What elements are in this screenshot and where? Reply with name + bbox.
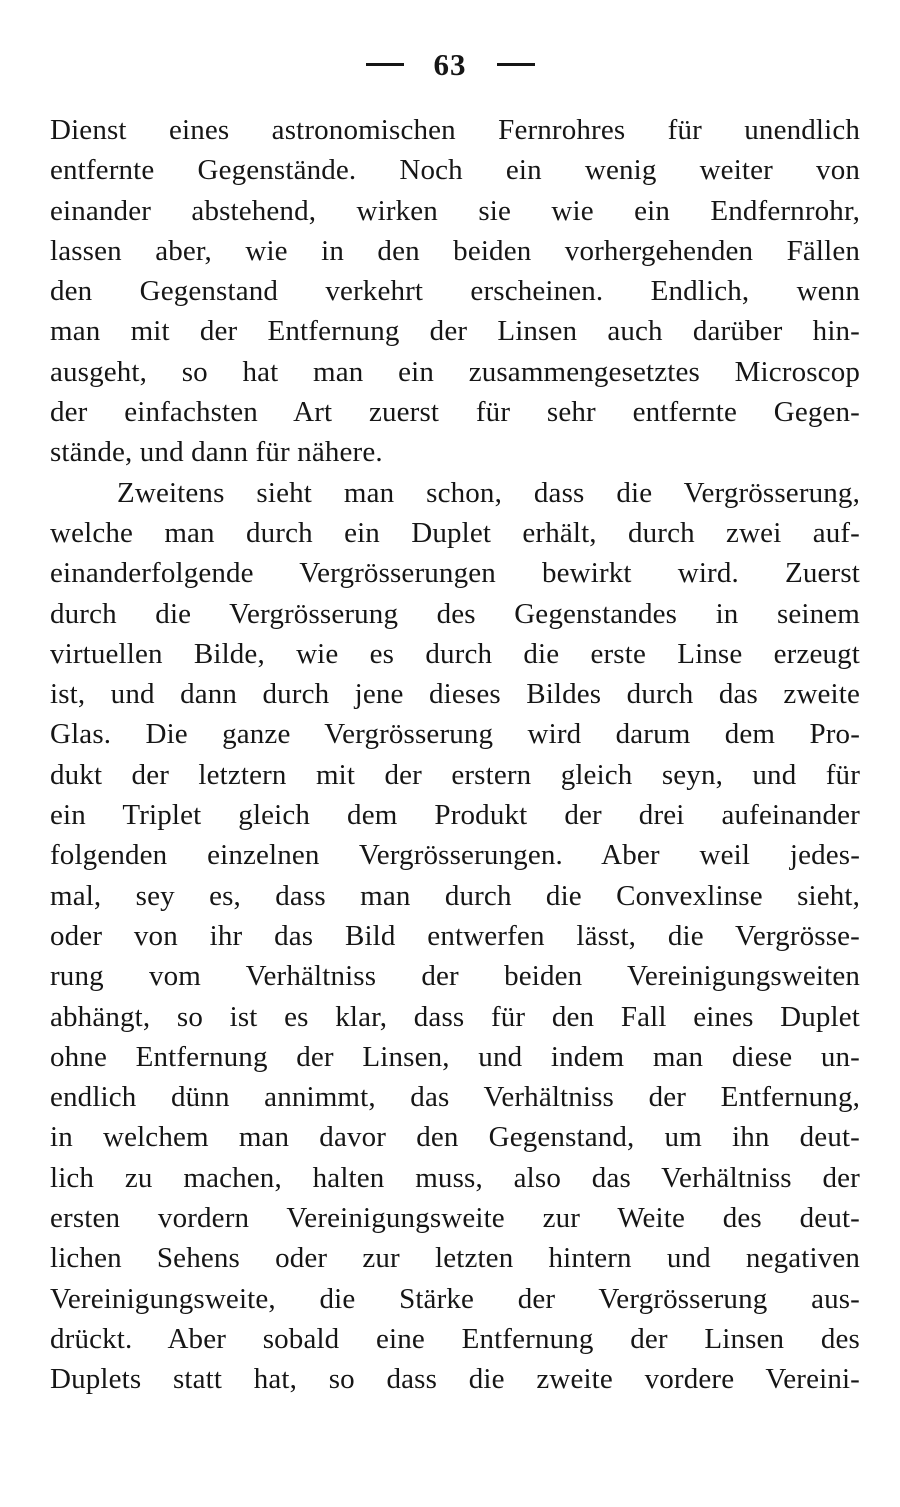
text-line: lichen Sehens oder zur letzten hintern und negativen (50, 1242, 860, 1275)
text-line: ohne Entfernung der Linsen, und indem man diese un- (50, 1040, 860, 1073)
text-line: ersten vordern Vereinigungsweite zur Weite des deut- (50, 1202, 860, 1235)
text-line: einander abstehend, wirken sie wie ein Endfernrohr, (50, 194, 860, 227)
text-line: mal, sey es, dass man durch die Convexlinse sieht, (50, 879, 860, 912)
text-line: lassen aber, wie in den beiden vorhergehenden Fällen (50, 234, 860, 267)
header-dash-right (497, 63, 535, 66)
text-line: virtuellen Bilde, wie es durch die erste Linse erzeugt (50, 637, 860, 670)
text-line: entfernte Gegenstände. Noch ein wenig weiter von (50, 154, 860, 187)
text-body (50, 110, 860, 1400)
text-line: den Gegenstand verkehrt erscheinen. Endlich, wenn (50, 275, 860, 308)
page-header (0, 42, 900, 85)
text-line: rung vom Verhältniss der beiden Vereinigungsweiten (50, 960, 860, 993)
text-line: ausgeht, so hat man ein zusammengesetztes Microscop (50, 355, 860, 388)
page-number: 63 (433, 46, 467, 82)
text-line: einanderfolgende Vergrösserungen bewirkt wird. Zuerst (50, 557, 860, 590)
text-line: Dienst eines astronomischen Fernrohres für unendlich (50, 114, 860, 146)
text-line: Vereinigungsweite, die Stärke der Vergrösserung aus- (50, 1282, 860, 1315)
text-line: ist, und dann durch jene dieses Bildes durch das zweite (50, 678, 860, 711)
text-line: endlich dünn annimmt, das Verhältniss der Entfernung, (50, 1081, 860, 1114)
text-line: drückt. Aber sobald eine Entfernung der Linsen des (50, 1322, 860, 1355)
text-line: ein Triplet gleich dem Produkt der drei aufeinander (50, 799, 860, 832)
text-line: der einfachsten Art zuerst für sehr entfernte Gegen- (50, 396, 860, 429)
text-line: abhängt, so ist es klar, dass für den Fall eines Duplet (50, 1000, 860, 1033)
text-line: durch die Vergrösserung des Gegenstandes in seinem (50, 597, 860, 630)
paragraph-zweitens (50, 473, 860, 1400)
header-dash-left (366, 63, 404, 66)
text-line: lich zu machen, halten muss, also das Verhältniss der (50, 1161, 860, 1194)
text-line: folgenden einzelnen Vergrösserungen. Aber weil jedes- (50, 839, 860, 872)
text-line: Duplets statt hat, so dass die zweite vordere Vereini- (50, 1363, 860, 1396)
text-line: welche man durch ein Duplet erhält, durch zwei auf- (50, 516, 860, 549)
text-line: Glas. Die ganze Vergrösserung wird darum dem Pro- (50, 718, 860, 751)
text-line: man mit der Entfernung der Linsen auch darüber hin- (50, 315, 860, 348)
text-line: in welchem man davor den Gegenstand, um ihn deut- (50, 1121, 860, 1154)
text-line: stände, und dann für nähere. (50, 436, 383, 469)
text-line: Zweitens sieht man schon, dass die Vergrösserung, (117, 476, 860, 509)
paragraph-continuation (50, 110, 860, 473)
text-line: oder von ihr das Bild entwerfen lässt, die Vergrösse- (50, 919, 860, 952)
text-line: dukt der letztern mit der erstern gleich seyn, und für (50, 758, 860, 791)
